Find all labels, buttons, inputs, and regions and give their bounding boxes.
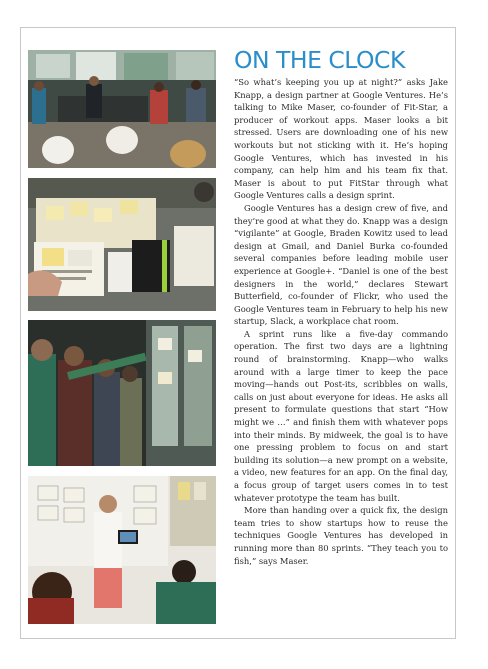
article-title: ON THE CLOCK [234, 46, 405, 74]
article-paragraph-3: A sprint runs like a five-day commando operation. The first two days are a lightning round of brainstorming. Knapp—who walks around with a large timer to keep the pace moving—hands out Post-its, scribbles on walls, calls on just about everyone for ideas. He asks all present to formulate questions that start “How might we …” and finish them with whatever pops into their minds. By midweek, the goal is to have one pressing problem to focus on and start building its solution—a new prompt on a website, a video, new features for an app. On the final day, a focus group of target users comes in to test whatever prototype the team has built. [234, 328, 448, 503]
photo-sticky-notes-table [28, 178, 216, 311]
photo-team-at-board [28, 320, 216, 466]
article-paragraph-4: More than handing over a quick fix, the design team tries to show startups how to reuse the techniques Google Ventures has developed in running more than 80 sprints. “They teach you to fish,” says Maser. [234, 505, 448, 566]
article-paragraph-1: “So what’s keeping you up at night?” asks Jake Knapp, a design partner at Google Ventures. He’s talking to Mike Maser, co-founder of Fit-Star, a producer of workout apps. Maser looks a bit stressed. Users are downloading one of his new workouts but not sticking with it. He’s hoping Google Ventures, which has invested in his company, can help him and his team fix that. Maser is about to put FitStar through what Google Ventures calls a design sprint. [234, 77, 448, 201]
photo-presenter-with-tablet [28, 476, 216, 624]
article-paragraph-2: Google Ventures has a design crew of five, and they’re good at what they do. Knapp was a design “vigilante” at Google, Braden Kowitz used to lead design at Gmail, and Daniel Burka co-founded several companies before leading mobile user experience at Google+. “Daniel is one of the best designers in the world,” declares Stewart Butterfield, co-founder of Flickr, who used the Google Ventures team in February to help his new startup, Slack, a workplace chat room. [234, 202, 448, 327]
photo-lounge-meeting [28, 50, 216, 168]
magazine-page [20, 27, 456, 639]
article-column [234, 46, 448, 567]
